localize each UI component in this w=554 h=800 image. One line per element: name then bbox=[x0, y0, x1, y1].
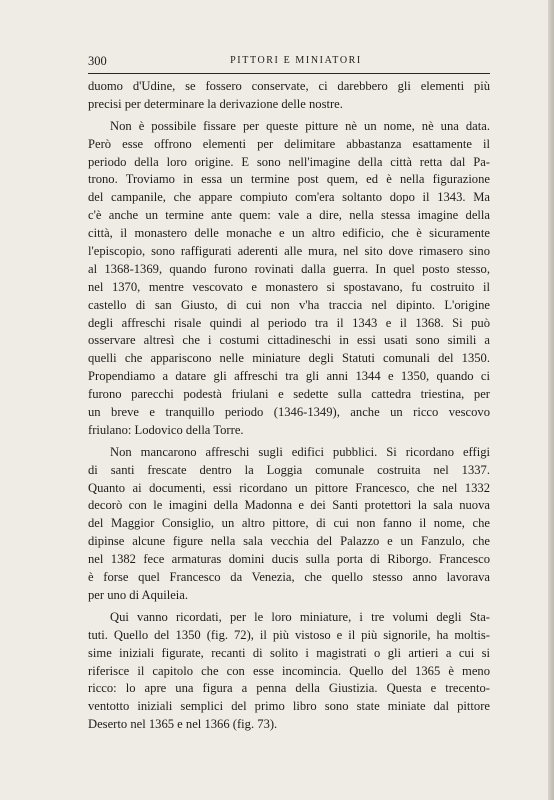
text-line: l'episcopio, sono raffigurati aderenti alle mura, nel sito dove rimasero sino bbox=[88, 244, 490, 259]
text-line: tuti. Quello del 1350 (fig. 72), il più vistoso e il più signorile, ha moltis- bbox=[88, 627, 490, 642]
text-line: Non mancarono affreschi sugli edifici pubblici. Si ricordano effigi bbox=[110, 444, 490, 459]
text-line: duomo d'Udine, se fossero conservate, ci darebbero gli elementi più bbox=[88, 79, 490, 93]
text-line: degli affreschi risale quindi al periodo tra il 1343 e il 1368. Si può bbox=[88, 315, 490, 330]
text-line: è forse quel Francesco da Venezia, che quello stesso anno lavorava bbox=[88, 570, 490, 585]
text-line: di santi frescate dentro la Loggia comunale costruita nel 1337. bbox=[88, 462, 490, 477]
text-line: ventotto iniziali semplici del primo libro sono state miniate dal pittore bbox=[88, 699, 490, 714]
text-line: friulano: Lodovico della Torre. bbox=[88, 422, 244, 437]
text-line: Però esse offrono elementi per delimitare abbastanza esattamente il bbox=[88, 136, 490, 151]
text-line: osservare altresì che i costumi cittadineschi in essi usati sono simili a bbox=[88, 333, 490, 348]
text-line: del Maggior Consiglio, un altro pittore, di cui non fanno il nome, che bbox=[88, 516, 490, 531]
text-line: nel 1370, mentre vescovato e monastero si spostavano, fu costruito il bbox=[88, 279, 490, 294]
text-line: Propendiamo a datare gli affreschi tra gli anni 1344 e 1350, quando ci bbox=[88, 369, 490, 384]
text-line: Non è possibile fissare per queste pitture nè un nome, nè una data. bbox=[110, 118, 490, 133]
running-head bbox=[88, 54, 490, 72]
body-text bbox=[88, 78, 490, 734]
text-line: Quanto ai documenti, essi ricordano un pittore Francesco, che nel 1332 bbox=[88, 480, 490, 495]
text-line: Deserto nel 1365 e nel 1366 (fig. 73). bbox=[88, 717, 278, 732]
text-line: per uno di Aquileia. bbox=[88, 587, 189, 602]
text-line: nel 1382 fece armaturas domini ducis sulla porta di Riborgo. Francesco bbox=[88, 552, 490, 567]
header-rule bbox=[88, 73, 490, 74]
text-line: sime iniziali figurate, recanti di solito i magistrati o gli artieri a cui si bbox=[88, 645, 490, 660]
text-line: decorò con le imagini della Madonna e dei Santi protettori la sala nuova bbox=[88, 498, 490, 513]
text-line: del campanile, che appare compiuto com'era soltanto dopo il 1343. Ma bbox=[88, 190, 490, 205]
text-line: precisi per determinare la derivazione delle nostre. bbox=[88, 96, 343, 111]
text-line: un breve e tranquillo periodo (1346-1349), anche un ricco vescovo bbox=[88, 405, 490, 420]
page-number: 300 bbox=[88, 54, 107, 68]
page-edge bbox=[548, 0, 554, 800]
text-line: riferisce il capitolo che con esse incomincia. Quello del 1365 è meno bbox=[88, 663, 490, 678]
text-line: c'è anche un termine ante quem: vale a dire, nella stessa imagine della bbox=[88, 208, 490, 223]
text-line: città, il monastero delle monache e un altro edificio, che è sicuramente bbox=[88, 226, 490, 241]
text-line: furono parecchi podestà friulani e sedette sulla cattedra triestina, per bbox=[88, 387, 490, 402]
text-line: ricco: lo apre una figura a penna della Giustizia. Questa e trecento- bbox=[88, 681, 490, 696]
text-line: quelli che appariscono nelle miniature degli Statuti comunali del 1350. bbox=[88, 351, 490, 366]
text-line: Qui vanno ricordati, per le loro miniature, i tre volumi degli Sta- bbox=[110, 609, 490, 624]
text-line: al 1368-1369, quando furono rovinati dalla guerra. In quel posto stesso, bbox=[88, 261, 490, 276]
text-line: castello di san Giusto, di cui non v'ha traccia nel dipinto. L'origine bbox=[88, 297, 490, 312]
text-line: dipinse alcune figure nella sala vecchia del Palazzo e un Fanzulo, che bbox=[88, 534, 490, 549]
running-title: PITTORI E MINIATORI bbox=[230, 55, 362, 66]
text-line: trono. Troviamo in essa un termine post quem, ed è nella figurazione bbox=[88, 172, 490, 187]
text-line: periodo della loro origine. E sono nell'imagine della città retta dal Pa- bbox=[88, 154, 490, 169]
